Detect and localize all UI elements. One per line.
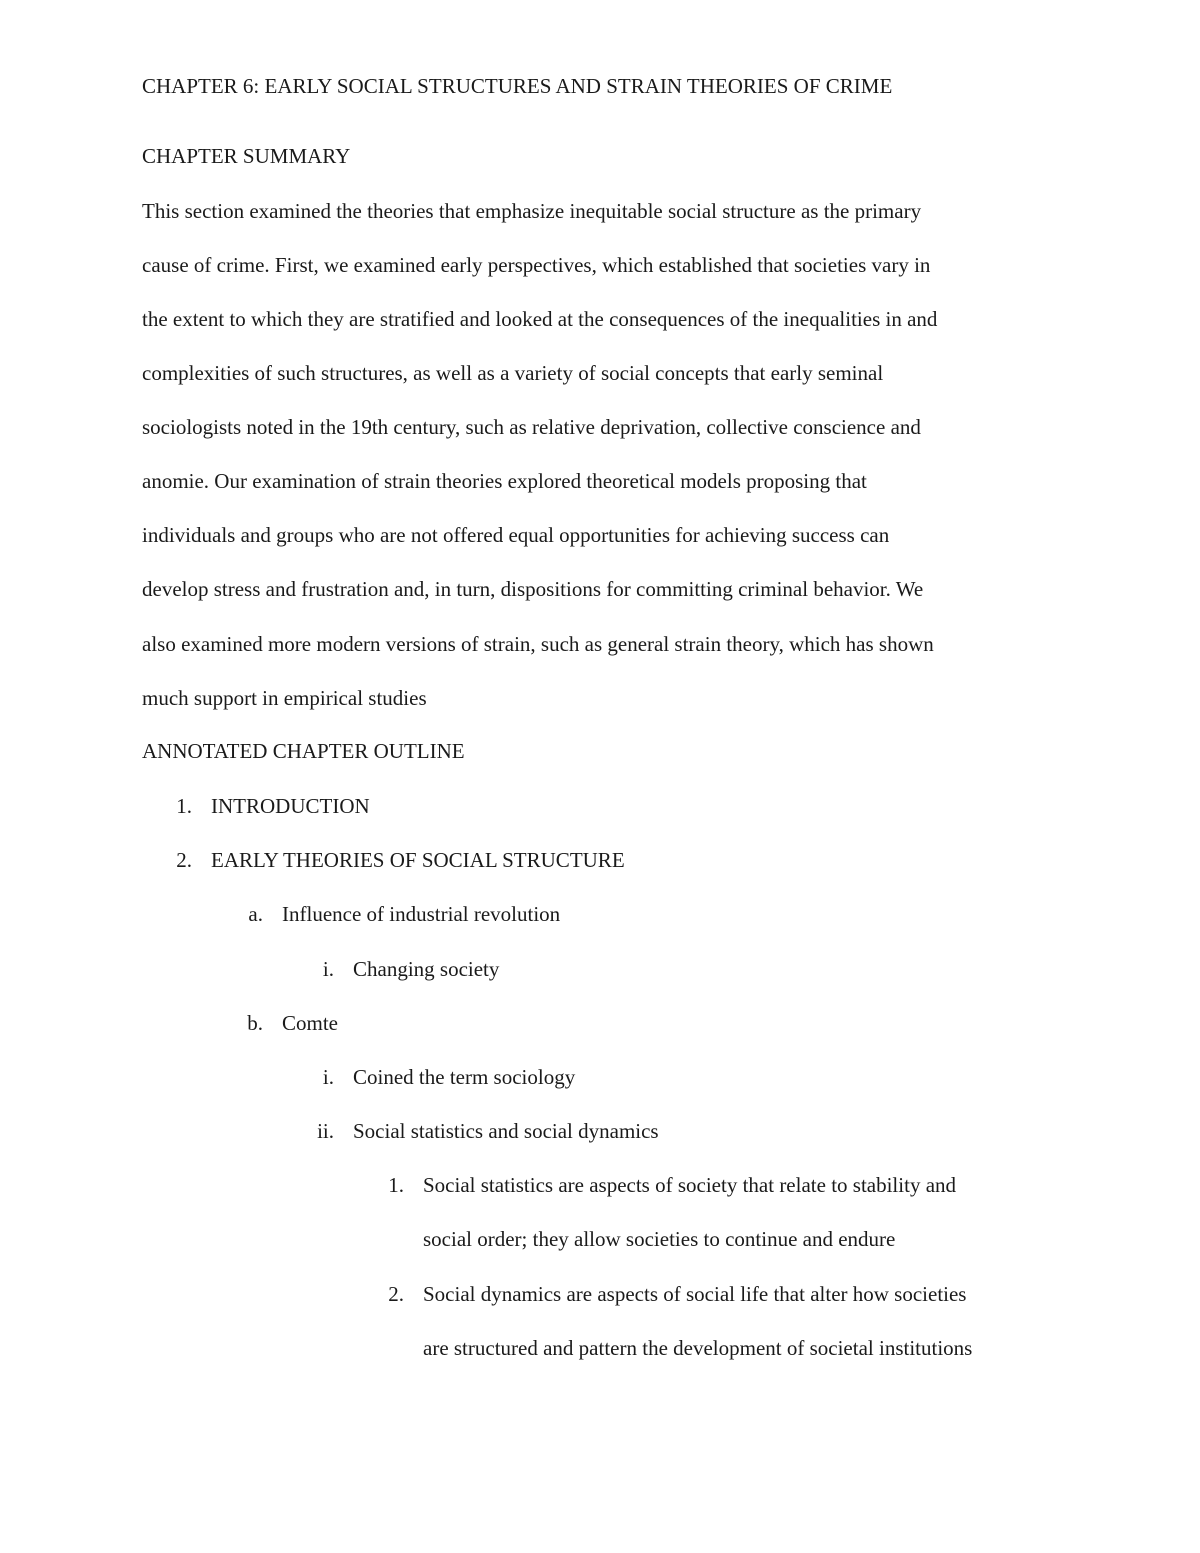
summary-line: This section examined the theories that emphasize inequitable social structure as the primary <box>142 199 922 223</box>
summary-line: complexities of such structures, as well as a variety of social concepts that early seminal <box>142 361 884 385</box>
summary-heading: CHAPTER SUMMARY <box>142 144 351 168</box>
outline-marker: i. <box>322 957 334 981</box>
outline-marker: 1. <box>176 794 192 818</box>
outline-text: Changing society <box>353 957 500 981</box>
outline-text: Social dynamics are aspects of social life that alter how societies <box>423 1282 967 1306</box>
outline-text: EARLY THEORIES OF SOCIAL STRUCTURE <box>211 848 625 872</box>
summary-line: sociologists noted in the 19th century, such as relative deprivation, collective conscience and <box>142 415 921 439</box>
outline-marker: 2. <box>176 848 192 872</box>
outline-text-continued: are structured and pattern the development of societal institutions <box>423 1336 973 1360</box>
outline-marker: b. <box>247 1011 263 1035</box>
summary-line: cause of crime. First, we examined early perspectives, which established that societies vary in <box>142 253 931 277</box>
outline-marker: 1. <box>388 1173 404 1197</box>
summary-line: individuals and groups who are not offered equal opportunities for achieving success can <box>142 523 890 547</box>
chapter-title: CHAPTER 6: EARLY SOCIAL STRUCTURES AND STRAIN THEORIES OF CRIME <box>142 74 893 98</box>
summary-line: the extent to which they are stratified and looked at the consequences of the inequalities in and <box>142 307 938 331</box>
outline-text: Social statistics and social dynamics <box>353 1119 659 1143</box>
outline-text: Coined the term sociology <box>353 1065 576 1089</box>
outline-text: INTRODUCTION <box>211 794 370 818</box>
summary-line: also examined more modern versions of strain, such as general strain theory, which has shown <box>142 632 934 656</box>
outline-text: Social statistics are aspects of society that relate to stability and <box>423 1173 957 1197</box>
outline-text-continued: social order; they allow societies to continue and endure <box>423 1227 896 1251</box>
summary-line: much support in empirical studies <box>142 686 427 710</box>
outline-marker: i. <box>322 1065 334 1089</box>
outline-text: Influence of industrial revolution <box>282 902 561 926</box>
summary-line: develop stress and frustration and, in turn, dispositions for committing criminal behavior. We <box>142 577 924 601</box>
outline-marker: 2. <box>388 1282 404 1306</box>
summary-line: anomie. Our examination of strain theories explored theoretical models proposing that <box>142 469 867 493</box>
outline-heading: ANNOTATED CHAPTER OUTLINE <box>142 739 465 763</box>
outline-marker: a. <box>248 902 263 926</box>
outline-text: Comte <box>282 1011 338 1035</box>
outline-marker: ii. <box>317 1119 334 1143</box>
